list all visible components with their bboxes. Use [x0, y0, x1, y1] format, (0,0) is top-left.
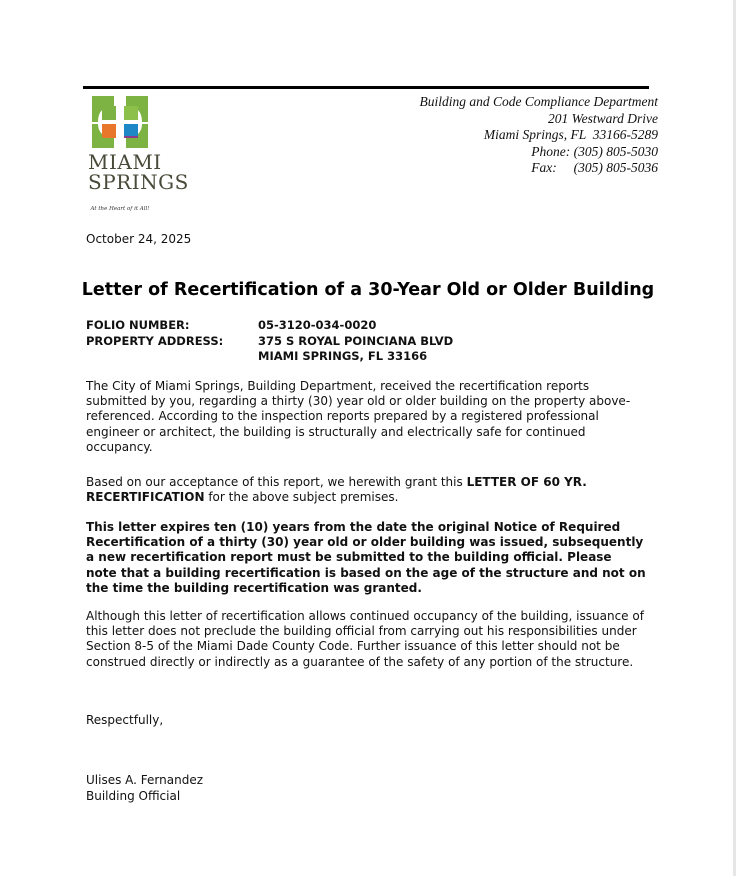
miami-springs-logo: [88, 92, 189, 218]
letterhead-rule: [83, 86, 649, 89]
letter-date: October 24, 2025: [86, 232, 192, 246]
department-name: Building and Code Compliance Department: [419, 94, 658, 109]
phone-number: Phone: (305) 805-5030: [531, 143, 658, 159]
paragraph-disclaimer: Although this letter of recertification allows continued occupancy of the building, issuance of this letter does not preclude the building official from carrying out his responsibilities under Section 8-5 of the Miami Dade County Code. Further issuance of this letter should not be construed directly or indirectly as a guarantee of the safety of any portion of the structure.: [86, 609, 644, 669]
folio-value: 05-3120-034-0020: [258, 318, 377, 332]
grant-text-pre: Based on our acceptance of this report, we herewith grant this: [86, 475, 467, 489]
logo-name-line1: MIAMI: [88, 150, 162, 174]
address-line2: MIAMI SPRINGS, FL 33166: [258, 349, 428, 363]
paragraph-grant: [86, 475, 646, 505]
folio-label: FOLIO NUMBER:: [86, 318, 190, 332]
letter-title: Letter of Recertification of a 30-Year Old or Older Building: [81, 280, 655, 300]
city-state-zip: Miami Springs, FL 33166-5289: [483, 127, 658, 142]
logo-flower-icon: [88, 92, 152, 152]
address-line1: 375 S ROYAL POINCIANA BLVD: [258, 333, 454, 348]
closing: Respectfully,: [86, 713, 164, 727]
address-label: PROPERTY ADDRESS:: [86, 333, 224, 348]
grant-text-post: for the above subject premises.: [204, 490, 399, 505]
fax-number: Fax: (305) 805-5036: [531, 160, 658, 175]
paragraph-expiration: This letter expires ten (10) years from the date the original Notice of Required Recertification of a thirty (30) year old or older building was issued, subsequently a new recertification report must be submitted to the building official. Please note that a building recertification is based on the age of the structure and not on the time the building recertification was granted.: [86, 520, 646, 595]
signature-block: [86, 773, 203, 804]
signatory-title: Building Official: [86, 788, 181, 803]
grant-text-bold: LETTER OF 60 YR. RECERTIFICATION: [86, 475, 587, 505]
paragraph-receipt: The City of Miami Springs, Building Department, received the recertification reports submitted by you, regarding a thirty (30) year old or older building on the property above-referenced. According to the inspection reports prepared by a registered professional engineer or architect, the building is structurally and electrically safe for continued occupancy.: [86, 379, 631, 454]
logo-name-line2: SPRINGS: [88, 170, 189, 194]
street-address: 201 Westward Drive: [548, 110, 658, 126]
letterhead-address: [420, 94, 658, 177]
logo-tagline: At the Heart of it All!: [90, 206, 150, 212]
signatory-name: Ulises A. Fernandez: [86, 773, 203, 787]
